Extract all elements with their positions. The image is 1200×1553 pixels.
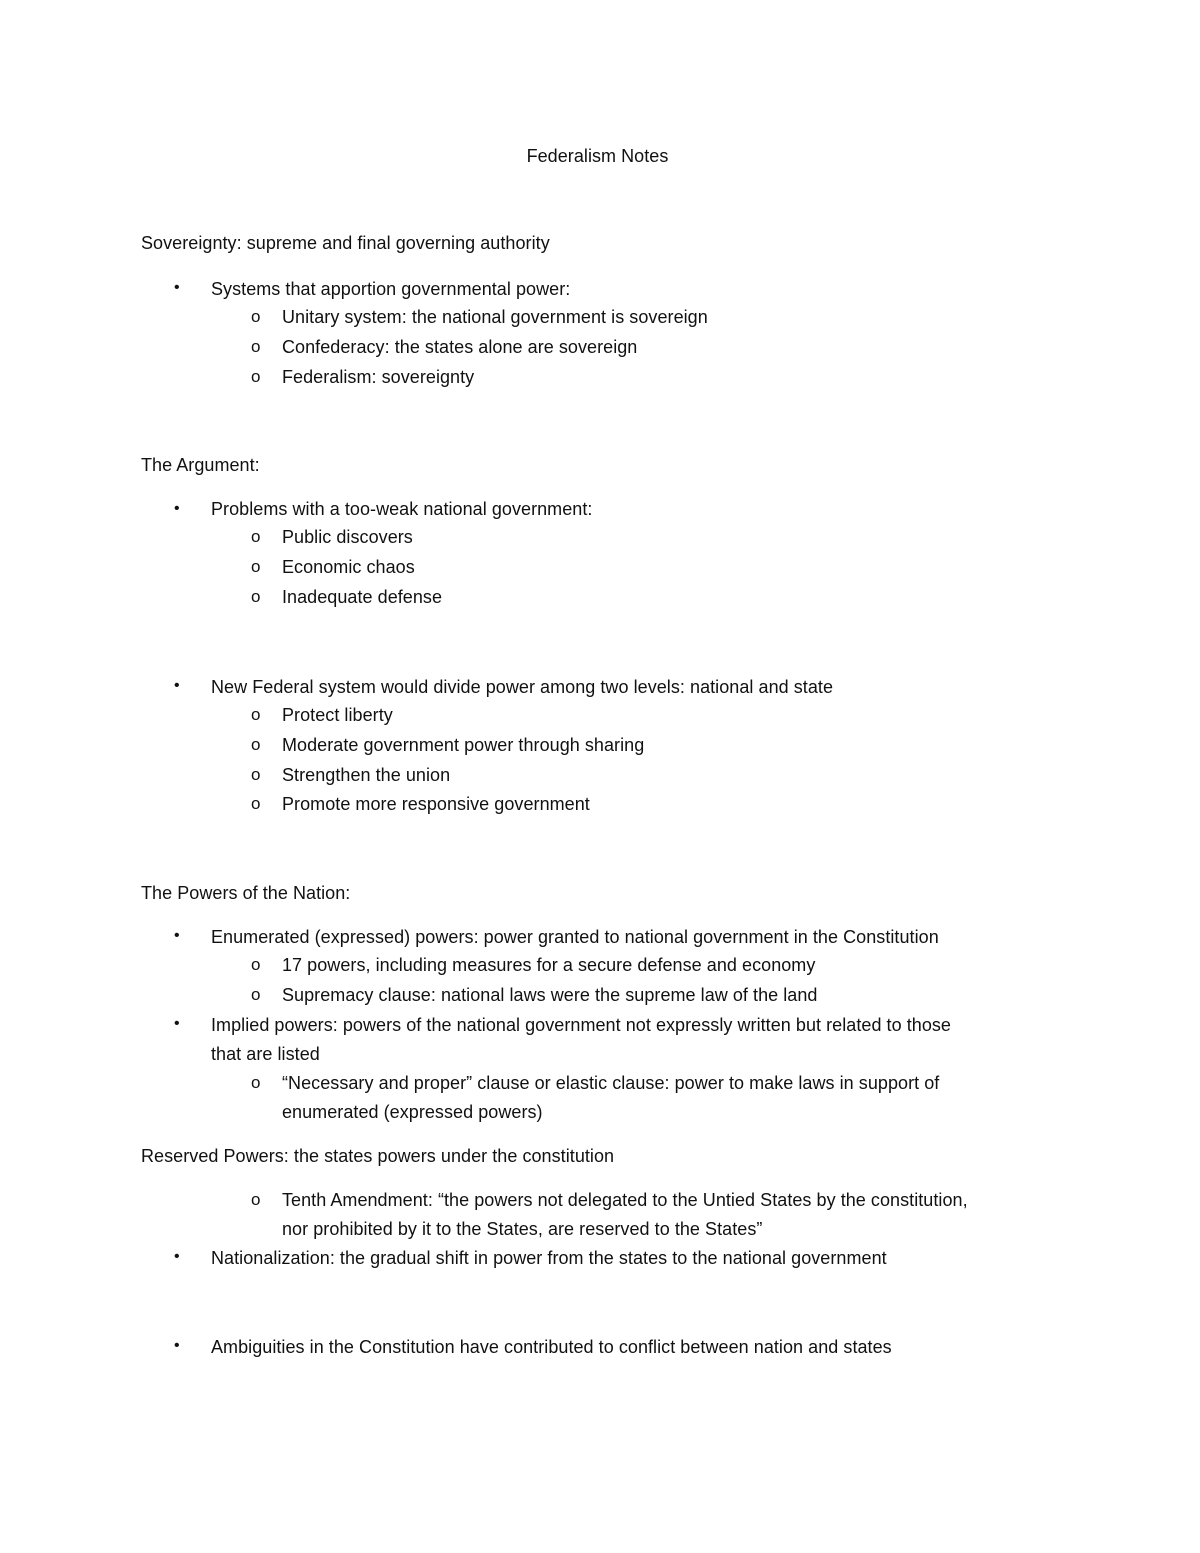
- bullet-marker: •: [174, 279, 180, 296]
- sub-bullet-marker: o: [251, 794, 261, 813]
- bullet-marker: •: [174, 677, 180, 694]
- sub-bullet-marker: o: [251, 1190, 261, 1209]
- powers-sub-item: 17 powers, including measures for a secure defense and economy: [282, 955, 816, 975]
- reserved-bullet: Ambiguities in the Constitution have contributed to conflict between nation and states: [211, 1337, 892, 1357]
- reserved-sub-item-continuation: nor prohibited by it to the States, are reserved to the States”: [282, 1219, 763, 1239]
- reserved-bullet: Nationalization: the gradual shift in power from the states to the national government: [211, 1248, 887, 1268]
- powers-bullet: Implied powers: powers of the national government not expressly written but related to those: [211, 1015, 951, 1035]
- powers-heading: The Powers of the Nation:: [141, 883, 351, 903]
- powers-bullet: Enumerated (expressed) powers: power granted to national government in the Constitution: [211, 927, 939, 947]
- powers-sub-item: Supremacy clause: national laws were the supreme law of the land: [282, 985, 818, 1005]
- sub-bullet-marker: o: [251, 367, 261, 386]
- argument-sub-item: Strengthen the union: [282, 765, 451, 785]
- bullet-marker: •: [174, 1337, 180, 1354]
- argument-bullet: Problems with a too-weak national government:: [211, 499, 593, 519]
- powers-sub-item-continuation: enumerated (expressed powers): [282, 1102, 543, 1122]
- reserved-sub-item: Tenth Amendment: “the powers not delegated to the Untied States by the constitution,: [282, 1190, 968, 1210]
- powers-sub-item: “Necessary and proper” clause or elastic clause: power to make laws in support of: [282, 1073, 940, 1093]
- argument-heading: The Argument:: [141, 455, 260, 475]
- sub-bullet-marker: o: [251, 337, 261, 356]
- bullet-marker: •: [174, 927, 180, 944]
- argument-sub-item: Protect liberty: [282, 705, 393, 725]
- sub-bullet-marker: o: [251, 1073, 261, 1092]
- sub-bullet-marker: o: [251, 587, 261, 606]
- sub-bullet-marker: o: [251, 735, 261, 754]
- sovereignty-sub-item: Federalism: sovereignty: [282, 367, 475, 387]
- argument-sub-item: Public discovers: [282, 527, 413, 547]
- sub-bullet-marker: o: [251, 307, 261, 326]
- document-title: Federalism Notes: [526, 146, 669, 166]
- sub-bullet-marker: o: [251, 765, 261, 784]
- sub-bullet-marker: o: [251, 705, 261, 724]
- argument-sub-item: Inadequate defense: [282, 587, 443, 607]
- bullet-marker: •: [174, 1248, 180, 1265]
- reserved-heading: Reserved Powers: the states powers under the constitution: [141, 1146, 615, 1166]
- argument-bullet: New Federal system would divide power among two levels: national and state: [211, 677, 834, 697]
- sovereignty-bullet: Systems that apportion governmental power:: [211, 279, 571, 299]
- sub-bullet-marker: o: [251, 557, 261, 576]
- sub-bullet-marker: o: [251, 527, 261, 546]
- sub-bullet-marker: o: [251, 955, 261, 974]
- argument-sub-item: Promote more responsive government: [282, 794, 590, 814]
- argument-sub-item: Economic chaos: [282, 557, 415, 577]
- bullet-marker: •: [174, 1015, 180, 1032]
- sovereignty-sub-item: Unitary system: the national government is sovereign: [282, 307, 708, 327]
- sovereignty-heading: Sovereignty: supreme and final governing authority: [141, 233, 550, 253]
- sovereignty-sub-item: Confederacy: the states alone are sovereign: [282, 337, 638, 357]
- argument-sub-item: Moderate government power through sharing: [282, 735, 645, 755]
- powers-bullet-continuation: that are listed: [211, 1044, 320, 1064]
- bullet-marker: •: [174, 500, 180, 517]
- sub-bullet-marker: o: [251, 985, 261, 1004]
